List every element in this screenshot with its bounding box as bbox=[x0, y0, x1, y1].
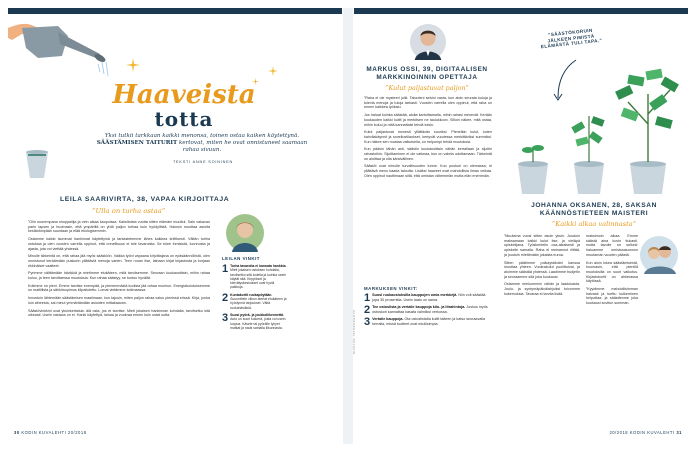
leila-name-heading: LEILA SAARIVIRTA, 38, VAPAA KIRJOITTAJA bbox=[60, 196, 230, 203]
tip-number: 3 bbox=[222, 311, 229, 324]
johanna-paragraph: ”Muutama vuosi sitten asuin yksin. Jouduin maksamaan kaikki kulut itse, ja vieläpä opiskelijana. Työskentelin osa-aikaisesti ja opiskelin samalla. Raha ei meinannut riittää, ja jouduin miettimään jokaista euroa. bbox=[504, 234, 580, 257]
leila-tip-item bbox=[222, 313, 288, 330]
johanna-paragraph: ”Kyydimme mahdollisimman halvasti ja tuettu kulkeminen helpottaa, ja säästämme joka kuukausi sovitun summan. bbox=[586, 287, 638, 306]
tip-body: Suunnittele viikon ateriat etukäteen ja hyödynnä tarjoukset. Vältä ruokahävikkiä. bbox=[230, 297, 287, 310]
left-folio bbox=[14, 430, 87, 435]
markus-quote: ”Kulut paljastuvat paljon” bbox=[385, 84, 469, 92]
tip-body: Mieti jokaisen ostoksen kohdalla, tarvitsetko sitä todella ja kuinka usein käytät sitä. Kirppikset ja kierrätyskeskukset ovat hyviä paikkoja. bbox=[230, 268, 287, 290]
markus-paragraph: Kun pääsin tähän asti, säästin kuukausittain vähän kerrallaan ja sijoitin rahastoihin. Sijoittaminen ei ole vaikeaa, kun on valmis odottamaan. Tärkeintä on aloittaa ja olla kärsivällinen. bbox=[364, 147, 492, 161]
markus-article-body bbox=[364, 96, 492, 282]
tip-text bbox=[230, 293, 288, 310]
leila-paragraph: ”Olin nuorempana shoppailija ja vein aikaa kaupoissa. Kaksitoista vuotta sitten elämäni muuttui. Sain vakavan parin lapsen ja huomasin, että ympärillä on yhtä paljon turhaa kuin hyödyllistä. Halusin muuttaa asioita kestävämpään suuntaan ja elää ekologisemmin. bbox=[28, 220, 210, 234]
tip-number: 2 bbox=[364, 304, 371, 316]
tip-bold: Suosi pyörä- ja joukkoliikennettä. bbox=[230, 312, 285, 317]
markus-portrait bbox=[410, 24, 446, 60]
leila-article-body bbox=[28, 220, 210, 434]
sparkle-icon bbox=[268, 66, 278, 76]
photo-credit: KUVITUS: ISTOCKPHOTO bbox=[352, 309, 356, 354]
tip-body: Joskus myös ostoskori kannattaa kasata valmiiksi verkossa. bbox=[372, 305, 488, 314]
intro-end: kertovat, miten he ovat onnistuneet saamaan rahaa sivuun. bbox=[178, 140, 308, 153]
leila-quote: ”Ulla on turha ostaa” bbox=[92, 207, 166, 215]
leila-paragraph: Kotimme on pieni. Emme tarvitse enempää, ja pienemmästä kodista jää rahaa muuhun. Energiakulutuksemme on maltillista ja sähkösopimus kilpailutettu. Lomat vietämme kotimaassa. bbox=[28, 283, 210, 293]
leila-paragraph: Säästövinkkini ovat yksinkertaisia: älä osta, jos et tarvitse. Mieti jokaisen hankinnan kohdalla, tarvitsetko sitä oikeasti. Usein vastaus on ei. Hanki käytettyä, lainaa ja vuokraa ennen kuin ostat uutta. bbox=[28, 308, 210, 318]
tip-text bbox=[372, 293, 492, 303]
tip-body: Niin voit säästää jopa 30 prosenttia. Usein laatu on sama. bbox=[372, 293, 486, 302]
johanna-article-col2 bbox=[586, 234, 638, 430]
leila-tips-title: LEILAN VINKIT bbox=[222, 256, 260, 261]
johanna-paragraph: Ostamme mieluummin vähän ja laadukasta. Joulu- ja syntymäpäivälahjoiksi toivomme kokemuksia. Tavaraa ei tarvita lisää. bbox=[504, 282, 580, 296]
leila-paragraph: Pyrimme välttämään hävikkiä ja mietimme etukäteen, mitä tarvitsemme. Seuraan kuukausittain, mihin rahaa kuluu, ja teen tarvittaessa muutoksia. Kun rahaa säästyy, se tuntuu hyvältä. bbox=[28, 271, 210, 281]
johanna-paragraph: Sitten päätimme poikaystäväni kanssa muuttaa yhteen. Vuokrakulut puolittuivat, ja aloimme säästää yhdessä. Laadimme budjetin ja seuraamme sitä joka kuukausi. bbox=[504, 260, 580, 279]
watering-can-illustration bbox=[8, 14, 118, 124]
leila-paragraph: Innostuin lähtemään säästämisen maailmaan, kun tajusin, miten paljon rahaa valuu pienissä erissä. Kirja, jonka luin aiheesta, sai minut ymmärtämään asioiden mittakaavan. bbox=[28, 296, 210, 305]
intro-highlight: SÄÄSTÄMISEN TAITURIT bbox=[96, 140, 178, 146]
markus-tip-item bbox=[364, 305, 492, 315]
sparkle-icon bbox=[126, 58, 140, 72]
tip-text bbox=[230, 264, 288, 290]
markus-paragraph: Kulut paljastuvat monesti yllättävän suuriksi. Pienetkin kulut, kuten kahvilakäynnit ja sovellustilaukset, kertyvät vuodessa merkittäviksi summiksi. Kun näkee sen mustaa valkoisella, on helpompi tehdä muutoksia. bbox=[364, 130, 492, 144]
leila-paragraph: Ostamme kaikki isommat hankinnat käytettyinä ja tarkastelemme lähes kaikkea kriittisesti. Vältän turhia ostoksia ja olen vuosien varrella oppinut, että onnellisuus ei tule tavaroista. Se tulee ihmisistä, luonnosta ja ajasta, jota voi viettää yhdessä. bbox=[28, 237, 210, 251]
tip-number: 1 bbox=[222, 263, 229, 275]
right-folio-text: 20/2018 KODIN KUVALEHTI bbox=[609, 430, 675, 435]
leila-tip-item bbox=[222, 264, 288, 290]
johanna-paragraph: Kun aloin lukea säästämisestä, huomasin, että pienillä muutoksilla on suuri vaikutus. Kirjastokortti on ahkerassa käytössä. bbox=[586, 260, 638, 284]
left-page-number: 30 bbox=[14, 430, 20, 435]
tip-bold: Turha tavaroita ei kannata hankkia. bbox=[230, 264, 287, 268]
tip-bold: Vertaile kauppoja. bbox=[372, 317, 404, 321]
leila-tips-sidebar bbox=[222, 256, 288, 333]
leila-portrait bbox=[226, 214, 264, 252]
johanna-paragraph: maksimoin aikaa. Emme säästä aina kovin tiukasti, mutta tavoite on selkeä: haluamme omistusasunnon muutaman vuoden päästä. bbox=[586, 234, 638, 257]
johanna-portrait bbox=[640, 236, 678, 274]
tip-bold: Tee ostoslista ja vertaile kauppoja kilo- ja litrahintoja. bbox=[372, 305, 466, 309]
leila-paragraph: Minulle tärkeintä on, että rahaa jää myös säästöön. Vaikka työni vapaana kirjoittajana on epäsäännöllistä, olen onnistunut keräämään puskurin yllättäviä menoja varten. Teen ruuan itse, lainaan kirjat kirjastosta ja korjaan rikkinäiset vaatteet. bbox=[28, 254, 210, 268]
title-line-2: totta bbox=[154, 107, 214, 131]
left-folio-text: KODIN KUVALEHTI 20/2018 bbox=[21, 430, 87, 435]
markus-tips-list bbox=[364, 286, 492, 329]
markus-tip-item bbox=[364, 293, 492, 303]
johanna-quote: ”Kaikki alkaa valinnasta” bbox=[551, 220, 637, 228]
markus-tip-item bbox=[364, 317, 492, 327]
pull-quote: ”SÄÄSTÖKORUIN JÄLKEEN PIMISTÄ ELÄMÄSTÄ TULI TAPA.” bbox=[540, 27, 603, 50]
gutter bbox=[343, 8, 353, 444]
tip-text bbox=[372, 317, 492, 327]
tip-body: Ota ostoslistalta kuitit talteen ja katso seuraavalla kerralla, missä tuotteet ovat edullisimpia. bbox=[372, 317, 486, 326]
tip-bold: Kuntakortit ruokapöytään. bbox=[230, 292, 273, 297]
right-folio bbox=[609, 430, 682, 435]
money-plants-illustration bbox=[510, 54, 686, 198]
tip-number: 3 bbox=[364, 316, 371, 328]
intro-text bbox=[92, 133, 312, 154]
byline: TEKSTI ANNE SOININEN bbox=[172, 160, 234, 164]
markus-name-heading: MARKUS OSSI, 39, DIGITAALISEN MARKKINOINNIN OPETTAJA bbox=[366, 66, 488, 81]
leila-tip-item bbox=[222, 293, 288, 310]
coffee-cup-illustration bbox=[22, 148, 52, 182]
right-page bbox=[354, 8, 688, 444]
markus-tips-title: MARKUKSEN VINKIT: bbox=[364, 286, 418, 291]
title-line-1: Haaveista bbox=[112, 80, 256, 110]
right-page-number: 31 bbox=[676, 430, 682, 435]
markus-paragraph: Säästöt ovat minulle turvallisuuden tunne. Kun puskuri on olemassa, ei yllättävä meno kaada taloutta. Lisäksi haaveet ovat mahdollisia ilman velkaa. Olen oppinut nauttimaan siitä, että omistan vähemmän mutta elän enemmän. bbox=[364, 164, 492, 178]
markus-paragraph: ”Raha ei ole mysteeri julki. Talouteni selvisi vasta, kun aloin seurata kuluja ja tulevia menoja ja tuloja tarkasti. Vuosien varrella olen oppinut, että raha on ennen kaikkea työkalu. bbox=[364, 96, 492, 110]
tip-text bbox=[230, 313, 288, 330]
tip-body: Auto on suuri kuluerä, josta voi usein luopua. Kävele tai pyöräile lyhyet matkat ja nauti samalla liikunnasta. bbox=[230, 317, 286, 330]
left-page bbox=[8, 8, 342, 444]
tip-bold: Suosi ruokaostoksilla kauppojen omia merkkejä. bbox=[372, 293, 458, 297]
intro-start: Yksi tutkii tarkkaan kaikki menonsa, toinen ostaa kaiken käytettynä. bbox=[104, 133, 300, 139]
tip-text bbox=[372, 305, 492, 315]
markus-paragraph: Jos haluat kuinka säästää, aloita kartoittamalla, mihin rahasi menevät. Kerään kuukauden kaikki kuitit ja merkitsen ne taulukkoon. Silloin näkee, mitä ostaa, mihin kuluu ja mitä kannattaisi tehdä toisin. bbox=[364, 113, 492, 127]
title-block bbox=[104, 82, 264, 130]
johanna-article-col1 bbox=[504, 234, 580, 430]
johanna-name-heading: JOHANNA OKSANEN, 28, SAKSAN KÄÄNNÖSTIETEEN MAISTERI bbox=[531, 202, 657, 217]
tip-number: 2 bbox=[222, 291, 229, 304]
tip-number: 1 bbox=[364, 292, 371, 304]
